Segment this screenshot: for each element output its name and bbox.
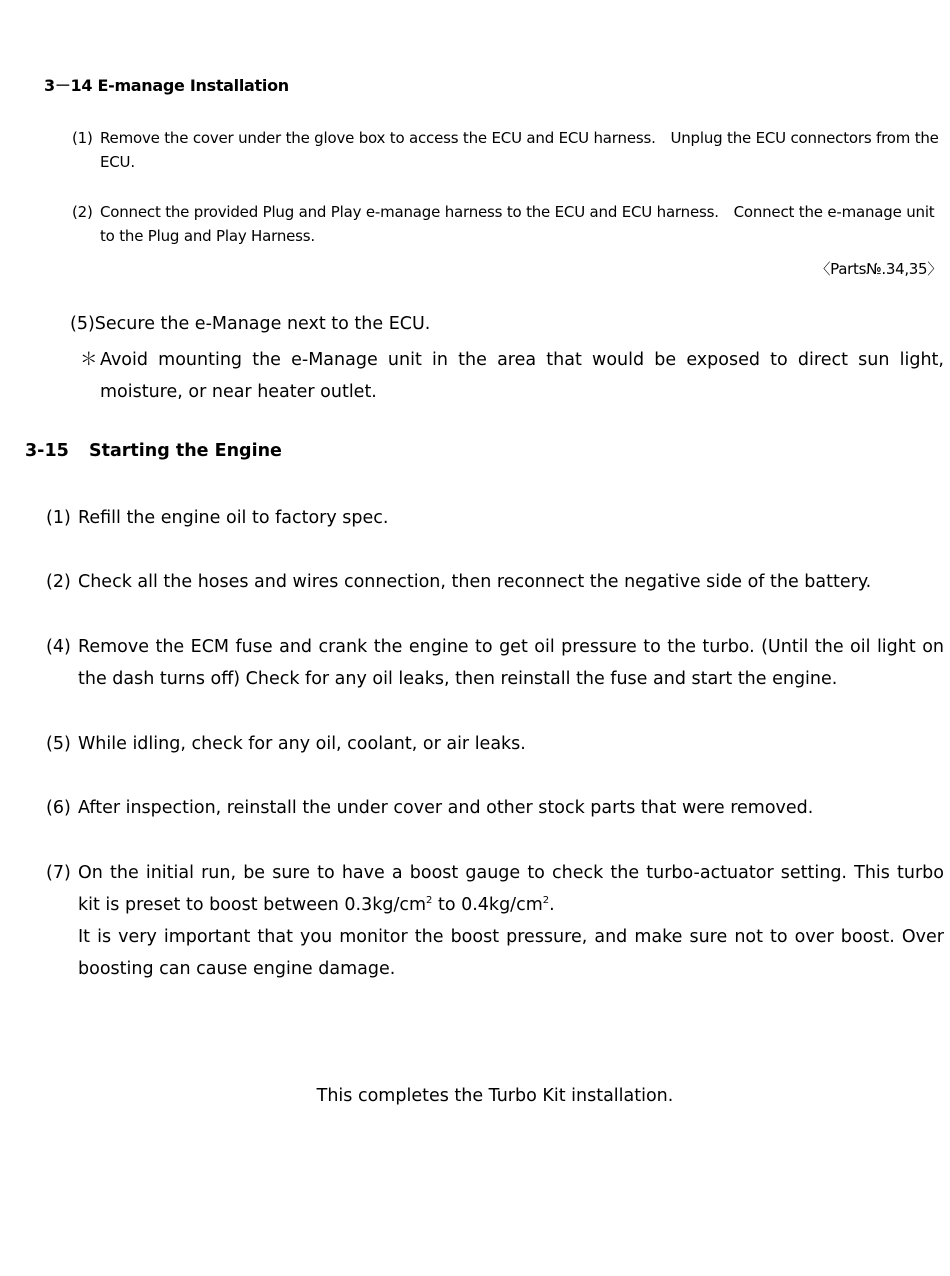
- step-number: (4): [46, 637, 71, 657]
- asterisk-icon: ＊: [80, 350, 98, 370]
- item-number: (2): [72, 203, 93, 221]
- boost-setting-text: On the initial run, be sure to have a boost gauge to check the turbo-actuator setting. This turbo kit is preset to boost between 0.3kg/cm: [78, 863, 944, 915]
- step-item: [46, 857, 944, 985]
- item-number: (1): [72, 129, 93, 147]
- item-text: Connect the provided Plug and Play e-manage harness to the ECU and ECU harness. Connect the e-manage unit to the Plug and Play Harness.: [100, 203, 935, 245]
- step-text: Remove the ECM fuse and crank the engine to get oil pressure to the turbo. (Until the oil light on the dash turns off) Check for any oil leaks, then reinstall the fuse and start the engine.: [78, 637, 944, 689]
- warning-text: It is very important that you monitor the boost pressure, and make sure not to over boost. Over boosting can cause engine damage.: [78, 927, 944, 979]
- list-item: [72, 200, 942, 248]
- step-number: (5): [46, 734, 71, 754]
- step-number: (7): [46, 863, 71, 883]
- boost-setting-text: to 0.4kg/cm: [432, 895, 543, 915]
- step-number: (2): [46, 572, 71, 592]
- section-heading-starting-engine: [25, 441, 282, 461]
- step-item: [46, 792, 944, 824]
- step-text: Check all the hoses and wires connection, then reconnect the negative side of the battery.: [78, 572, 872, 592]
- step-text: After inspection, reinstall the under cover and other stock parts that were removed.: [78, 798, 814, 818]
- note-text: Avoid mounting the e-Manage unit in the area that would be exposed to direct sun light, moisture, or near heater outlet.: [100, 350, 944, 402]
- closing-statement: This completes the Turbo Kit installation.: [316, 1086, 674, 1106]
- caution-note: [80, 344, 944, 408]
- section-code: 3-15: [25, 441, 69, 461]
- superscript: 2: [426, 895, 433, 906]
- step-item: [46, 566, 944, 598]
- list-item: [70, 312, 430, 336]
- section-title: Starting the Engine: [89, 441, 282, 461]
- boost-setting-text: .: [549, 895, 555, 915]
- section-heading-emanage: 3－14 E-manage Installation: [44, 76, 289, 95]
- step-number: (1): [46, 508, 71, 528]
- step-text: Refill the engine oil to factory spec.: [78, 508, 389, 528]
- step-text: While idling, check for any oil, coolant, or air leaks.: [78, 734, 526, 754]
- step-text: [78, 857, 944, 921]
- superscript: 2: [542, 895, 550, 906]
- step-item: [46, 728, 944, 760]
- item-text: Secure the e-Manage next to the ECU.: [94, 314, 431, 334]
- parts-reference: 〈Parts№.34,35〉: [815, 260, 942, 278]
- list-item: [72, 126, 942, 174]
- step-number: (6): [46, 798, 71, 818]
- item-number: (5): [70, 314, 95, 334]
- step-item: [46, 631, 944, 695]
- item-text: Remove the cover under the glove box to access the ECU and ECU harness. Unplug the ECU connectors from the ECU.: [100, 129, 939, 171]
- step-item: [46, 502, 944, 534]
